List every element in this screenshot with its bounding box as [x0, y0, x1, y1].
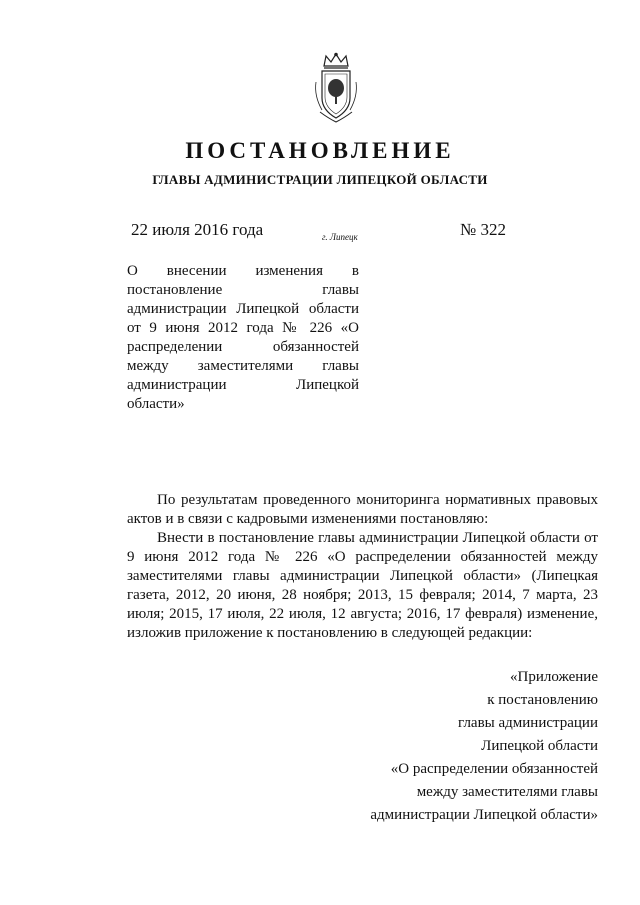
subject-line: между заместителями главы [127, 358, 359, 374]
appendix-line: администрации Липецкой области» [370, 807, 598, 823]
appendix-line: к постановлению [487, 692, 598, 708]
subject-line: О внесении изменения в [127, 263, 359, 279]
body-paragraph: По результатам проведенного мониторинга нормативных правовых актов и в связи с кадровыми изменениями постановляю: [127, 492, 598, 527]
document-city: г. Липецк [322, 232, 358, 242]
subject-line: постановление главы [127, 282, 359, 298]
document-title: ПОСТАНОВЛЕНИЕ [185, 138, 455, 163]
document-number: № 322 [460, 220, 506, 239]
body-paragraph: Внести в постановление главы администрации Липецкой области от 9 июня 2012 года № 226 «О распределении обязанностей между заместителями главы администрации Липецкой области» (Липецкая газета, 2012, 20 июня, 28 ноября; 2013, 15 февраля; 2014, 7 марта, 23 июля; 2015, 17 июля, 22 июля, 12 августа; 2016, 17 февраля) изменение, изложив приложение к постановлению в следующей редакции: [127, 530, 598, 641]
appendix-heading [370, 666, 598, 827]
subject-line: распределении обязанностей [127, 339, 359, 355]
document-date: 22 июля 2016 года [131, 220, 264, 239]
document-subject [127, 262, 359, 414]
appendix-line: «Приложение [509, 669, 598, 685]
appendix-line: Липецкой области [481, 738, 598, 754]
document-subtitle: ГЛАВЫ АДМИНИСТРАЦИИ ЛИПЕЦКОЙ ОБЛАСТИ [152, 172, 488, 187]
subject-line: администрации Липецкой [127, 377, 359, 393]
coat-of-arms-icon [312, 52, 360, 124]
subject-line: администрации Липецкой области [127, 301, 359, 317]
document-body [127, 491, 598, 643]
appendix-line: «О распределении обязанностей [390, 761, 598, 777]
subject-line: от 9 июня 2012 года № 226 «О [127, 320, 359, 336]
subject-line: области» [127, 396, 185, 412]
appendix-line: главы администрации [458, 715, 598, 731]
appendix-line: между заместителями главы [416, 784, 598, 800]
